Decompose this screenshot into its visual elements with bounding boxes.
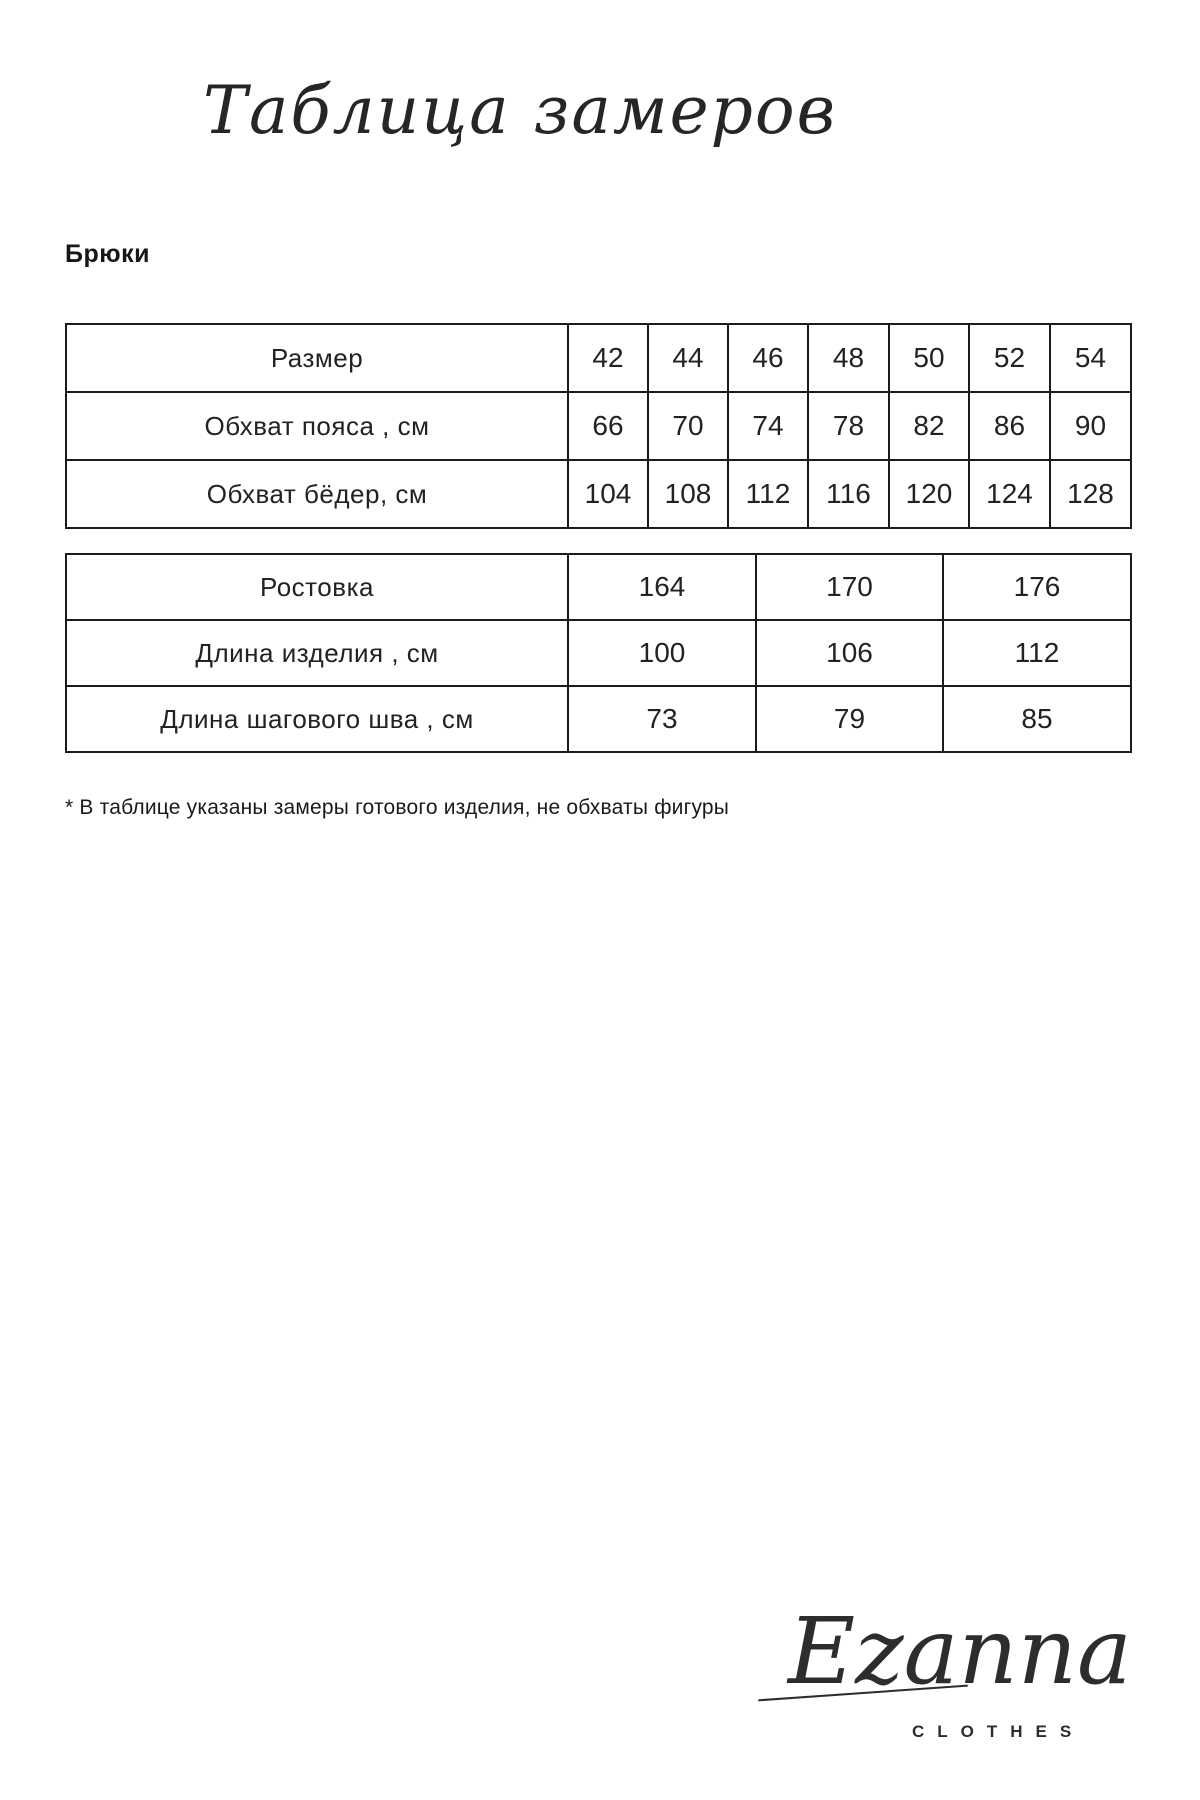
table-cell: 52 xyxy=(969,324,1050,392)
table-cell: 170 xyxy=(756,554,943,620)
height-table xyxy=(65,553,1132,753)
logo-script-text: Ezanna xyxy=(788,1598,1132,1705)
table-cell: 85 xyxy=(943,686,1131,752)
table-row xyxy=(66,686,1131,752)
table-row xyxy=(66,324,1131,392)
table-cell: 124 xyxy=(969,460,1050,528)
table-cell: 176 xyxy=(943,554,1131,620)
row-label: Ростовка xyxy=(66,554,568,620)
table-row xyxy=(66,392,1131,460)
row-label: Размер xyxy=(66,324,568,392)
table-cell: 128 xyxy=(1050,460,1131,528)
table-cell: 70 xyxy=(648,392,728,460)
table-cell: 42 xyxy=(568,324,648,392)
table-cell: 112 xyxy=(728,460,808,528)
table-cell: 54 xyxy=(1050,324,1131,392)
table-cell: 44 xyxy=(648,324,728,392)
size-table xyxy=(65,323,1132,529)
table-cell: 78 xyxy=(808,392,889,460)
table-cell: 79 xyxy=(756,686,943,752)
table-cell: 120 xyxy=(889,460,969,528)
table-cell: 74 xyxy=(728,392,808,460)
table-cell: 73 xyxy=(568,686,756,752)
table-cell: 164 xyxy=(568,554,756,620)
logo-subtext: CLOTHES xyxy=(912,1722,1085,1741)
table-cell: 108 xyxy=(648,460,728,528)
table-row xyxy=(66,460,1131,528)
table-cell: 48 xyxy=(808,324,889,392)
table-row xyxy=(66,620,1131,686)
row-label: Обхват бёдер, см xyxy=(66,460,568,528)
table-cell: 66 xyxy=(568,392,648,460)
table-cell: 86 xyxy=(969,392,1050,460)
table-row xyxy=(66,554,1131,620)
row-label: Длина изделия , см xyxy=(66,620,568,686)
row-label: Длина шагового шва , см xyxy=(66,686,568,752)
brand-logo xyxy=(740,1590,1160,1760)
section-heading: Брюки xyxy=(65,240,150,268)
table-cell: 112 xyxy=(943,620,1131,686)
table-cell: 82 xyxy=(889,392,969,460)
table-cell: 100 xyxy=(568,620,756,686)
table-cell: 106 xyxy=(756,620,943,686)
table-cell: 46 xyxy=(728,324,808,392)
table-cell: 116 xyxy=(808,460,889,528)
row-label: Обхват пояса , см xyxy=(66,392,568,460)
table-cell: 90 xyxy=(1050,392,1131,460)
page-title: Таблица замеров xyxy=(202,72,838,149)
footnote: * В таблице указаны замеры готового изделия, не обхваты фигуры xyxy=(65,796,730,819)
table-cell: 104 xyxy=(568,460,648,528)
table-cell: 50 xyxy=(889,324,969,392)
